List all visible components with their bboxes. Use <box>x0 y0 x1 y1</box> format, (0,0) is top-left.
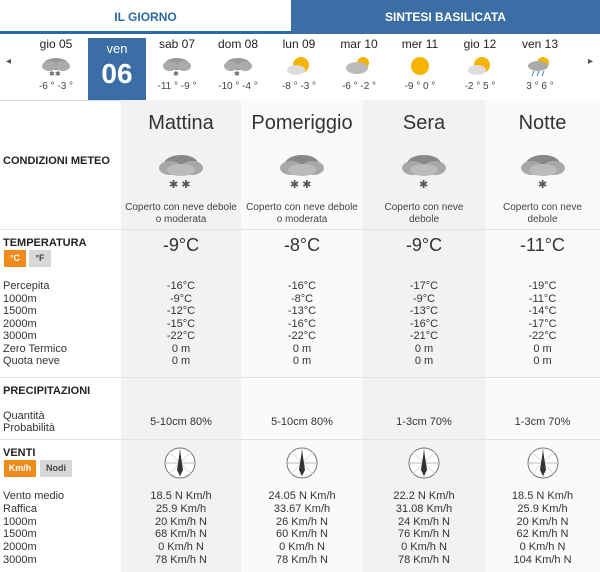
condition-text <box>485 202 600 226</box>
value-cell: 68 Km/h N <box>155 528 207 541</box>
value-cell: 76 Km/h N <box>398 528 450 541</box>
value-cell: 33.67 Km/h <box>273 502 331 515</box>
row-label: 1000m <box>3 292 37 305</box>
row-label: Raffica <box>3 502 38 515</box>
day-name: dom 08 <box>217 37 259 51</box>
day-name: mer 11 <box>401 37 439 51</box>
value-cell: 0 m <box>171 355 191 367</box>
value-cell: 25.9 Km/h <box>517 502 568 515</box>
value-cell: -17°C <box>528 317 557 330</box>
wind-compass-icon <box>407 446 441 485</box>
day-temps: -9 ° 0 ° <box>404 81 436 92</box>
value-cell: -17°C <box>409 280 439 292</box>
value-cell: 104 Km/h N <box>513 554 572 566</box>
value-cell: 0 m <box>171 342 191 355</box>
value-cell: 0 m <box>533 355 552 367</box>
period-notte: Notte <box>518 112 567 134</box>
value-cell: 25.9 Km/h <box>155 502 207 515</box>
value-cell: 0 Km/h N <box>158 541 204 554</box>
wind-compass-icon <box>285 446 319 485</box>
wind-compass-icon <box>526 446 560 485</box>
condition-line: o moderata <box>276 214 328 225</box>
snow-cloud-icon <box>157 55 197 77</box>
tab-bar <box>0 0 600 34</box>
kmh-toggle[interactable]: Km/h <box>4 460 36 477</box>
value-cell: 0 m <box>533 342 552 355</box>
value-cell: 0 Km/h N <box>401 541 447 554</box>
sun-cloud-icon <box>279 55 319 77</box>
day-name: gio 12 <box>463 37 497 51</box>
day-temps: -6 ° -2 ° <box>341 81 377 92</box>
value-cell: 24 Km/h N <box>398 515 450 528</box>
sun-icon <box>400 55 440 77</box>
day-name: mar 10 <box>340 37 378 51</box>
fahrenheit-toggle[interactable]: °F <box>29 250 51 267</box>
row-label: Vento medio <box>3 490 65 502</box>
snow-cloud-icon <box>151 148 211 199</box>
value-cell: 0 Km/h N <box>519 541 566 554</box>
divider <box>0 439 600 440</box>
value-cell: 78 Km/h N <box>276 554 328 566</box>
value-cell: 31.08 Km/h <box>395 502 453 515</box>
value-cell: 22.2 N Km/h <box>393 490 455 502</box>
celsius-toggle[interactable]: °C <box>4 250 26 267</box>
section-precip: PRECIPITAZIONI <box>3 385 91 397</box>
temp-main: -9°C <box>405 235 443 255</box>
day-item[interactable] <box>511 34 569 100</box>
day-temps: -8 ° -3 ° <box>281 81 317 92</box>
period-sera: Sera <box>402 112 446 134</box>
day-item[interactable] <box>27 34 85 100</box>
value-cell: 18.5 N Km/h <box>150 490 212 502</box>
value-cell: 0 Km/h N <box>279 541 325 554</box>
day-item-selected[interactable] <box>88 38 146 100</box>
condition-line: Coperto con neve debole <box>125 202 237 213</box>
day-item[interactable] <box>209 34 267 100</box>
row-label: Quantità <box>3 410 45 422</box>
day-temps: -6 ° -3 ° <box>38 81 74 92</box>
day-item[interactable] <box>330 34 388 100</box>
condition-text <box>241 202 363 226</box>
value-cell: -22°C <box>528 330 557 342</box>
condition-text <box>363 202 485 226</box>
day-temps: -2 ° 5 ° <box>464 81 496 92</box>
day-item[interactable] <box>391 34 449 100</box>
value-cell: 20 Km/h N <box>155 515 207 528</box>
day-temps: -11 ° -9 ° <box>157 81 197 92</box>
svg-text:✱: ✱ <box>419 179 429 191</box>
svg-text:✱ ✱: ✱ ✱ <box>169 179 191 191</box>
section-wind: VENTI <box>3 447 36 459</box>
day-temps: -10 ° -4 ° <box>218 81 258 92</box>
value-cell: -9°C <box>169 292 193 305</box>
value-cell: 20 Km/h N <box>516 515 569 528</box>
next-arrow-icon[interactable]: ▸ <box>588 56 594 67</box>
value-cell: -16°C <box>166 280 196 292</box>
value-cell: -16°C <box>409 317 439 330</box>
row-label: 2000m <box>3 317 37 330</box>
value-cell: 26 Km/h N <box>276 515 328 528</box>
snow-cloud-icon <box>36 55 76 77</box>
value-cell: -15°C <box>166 317 196 330</box>
tab-il-giorno[interactable]: IL GIORNO <box>0 0 291 34</box>
day-name: gio 05 <box>39 37 73 51</box>
value-cell: -11°C <box>528 292 557 305</box>
svg-text:✱ ✱: ✱ ✱ <box>290 179 312 191</box>
value-cell: -14°C <box>528 305 557 317</box>
day-item[interactable] <box>148 34 206 100</box>
divider <box>0 377 600 378</box>
row-label: Quota neve <box>3 355 60 367</box>
row-label: 1500m <box>3 305 37 317</box>
day-strip <box>0 34 600 101</box>
row-label: 3000m <box>3 554 37 566</box>
sun-cloud-icon <box>460 55 500 77</box>
forecast-table <box>0 100 600 572</box>
snow-cloud-icon <box>394 148 454 199</box>
row-label: Zero Termico <box>3 342 67 355</box>
value-cell: -19°C <box>528 280 557 292</box>
value-cell: 78 Km/h N <box>398 554 450 566</box>
value-cell: -16°C <box>287 280 317 292</box>
value-cell: -8°C <box>290 292 314 305</box>
value-cell: -12°C <box>166 305 196 317</box>
rain-sun-icon <box>520 55 560 77</box>
value-cell: 18.5 N Km/h <box>511 490 574 502</box>
period-pomeriggio: Pomeriggio <box>251 112 353 134</box>
day-number: 06 <box>101 58 133 89</box>
precip-cell: 5-10cm 80% <box>271 416 333 428</box>
svg-text:✱: ✱ <box>173 71 179 77</box>
temp-main: -11°C <box>520 235 565 255</box>
condition-line: debole <box>527 214 558 225</box>
value-cell: -22°C <box>287 330 317 342</box>
svg-text:✱✱: ✱✱ <box>49 71 61 77</box>
condition-line: o moderata <box>155 214 207 225</box>
value-cell: 62 Km/h N <box>516 528 569 541</box>
period-mattina: Mattina <box>148 112 214 134</box>
precip-cell: 1-3cm 70% <box>396 416 452 428</box>
row-label: Percepita <box>3 280 50 292</box>
precip-cell: 5-10cm 80% <box>150 416 212 428</box>
snow-cloud-icon <box>272 148 332 199</box>
svg-text:✱: ✱ <box>538 179 548 191</box>
snow-cloud-icon <box>218 55 258 77</box>
wind-compass-icon <box>163 446 197 485</box>
value-cell: -16°C <box>287 317 317 330</box>
day-temps: 3 ° 6 ° <box>526 81 554 92</box>
svg-text:✱: ✱ <box>234 71 240 77</box>
temp-main: -9°C <box>162 235 200 255</box>
condition-line: Coperto con neve <box>503 202 582 213</box>
value-cell: -9°C <box>412 292 436 305</box>
precip-cell: 1-3cm 70% <box>514 416 571 428</box>
condition-line: debole <box>408 214 440 225</box>
row-label: 1000m <box>3 515 37 528</box>
row-label: 1500m <box>3 528 37 541</box>
condition-line: Coperto con neve <box>384 202 464 213</box>
value-cell: 78 Km/h N <box>155 554 207 566</box>
day-item[interactable] <box>451 34 509 100</box>
knots-toggle[interactable]: Nodi <box>40 460 72 477</box>
value-cell: 0 m <box>414 355 434 367</box>
value-cell: 0 m <box>292 342 312 355</box>
day-name: sab 07 <box>158 37 196 51</box>
tab-sintesi-basilicata[interactable]: SINTESI BASILICATA <box>291 0 600 34</box>
divider <box>0 229 600 230</box>
row-label: 2000m <box>3 541 37 554</box>
day-name: ven <box>106 41 128 56</box>
condition-text <box>121 202 241 226</box>
condition-line: Coperto con neve debole <box>246 202 358 213</box>
value-cell: 60 Km/h N <box>276 528 328 541</box>
value-cell: 0 m <box>414 342 434 355</box>
value-cell: -21°C <box>409 330 439 342</box>
temp-main: -8°C <box>283 235 321 255</box>
row-label: 3000m <box>3 330 37 342</box>
value-cell: 0 m <box>292 355 312 367</box>
value-cell: -13°C <box>409 305 439 317</box>
day-item[interactable] <box>270 34 328 100</box>
snow-cloud-icon <box>513 148 573 199</box>
section-conditions: CONDIZIONI METEO <box>3 155 110 167</box>
value-cell: -13°C <box>287 305 317 317</box>
value-cell: 24.05 N Km/h <box>268 490 336 502</box>
row-label: Probabilità <box>3 422 55 434</box>
cloud-sun-icon <box>339 55 379 77</box>
day-name: ven 13 <box>521 37 559 51</box>
value-cell: -22°C <box>166 330 196 342</box>
section-temperature: TEMPERATURA <box>3 237 87 249</box>
day-name: lun 09 <box>282 37 316 51</box>
prev-arrow-icon[interactable]: ◂ <box>6 56 12 67</box>
